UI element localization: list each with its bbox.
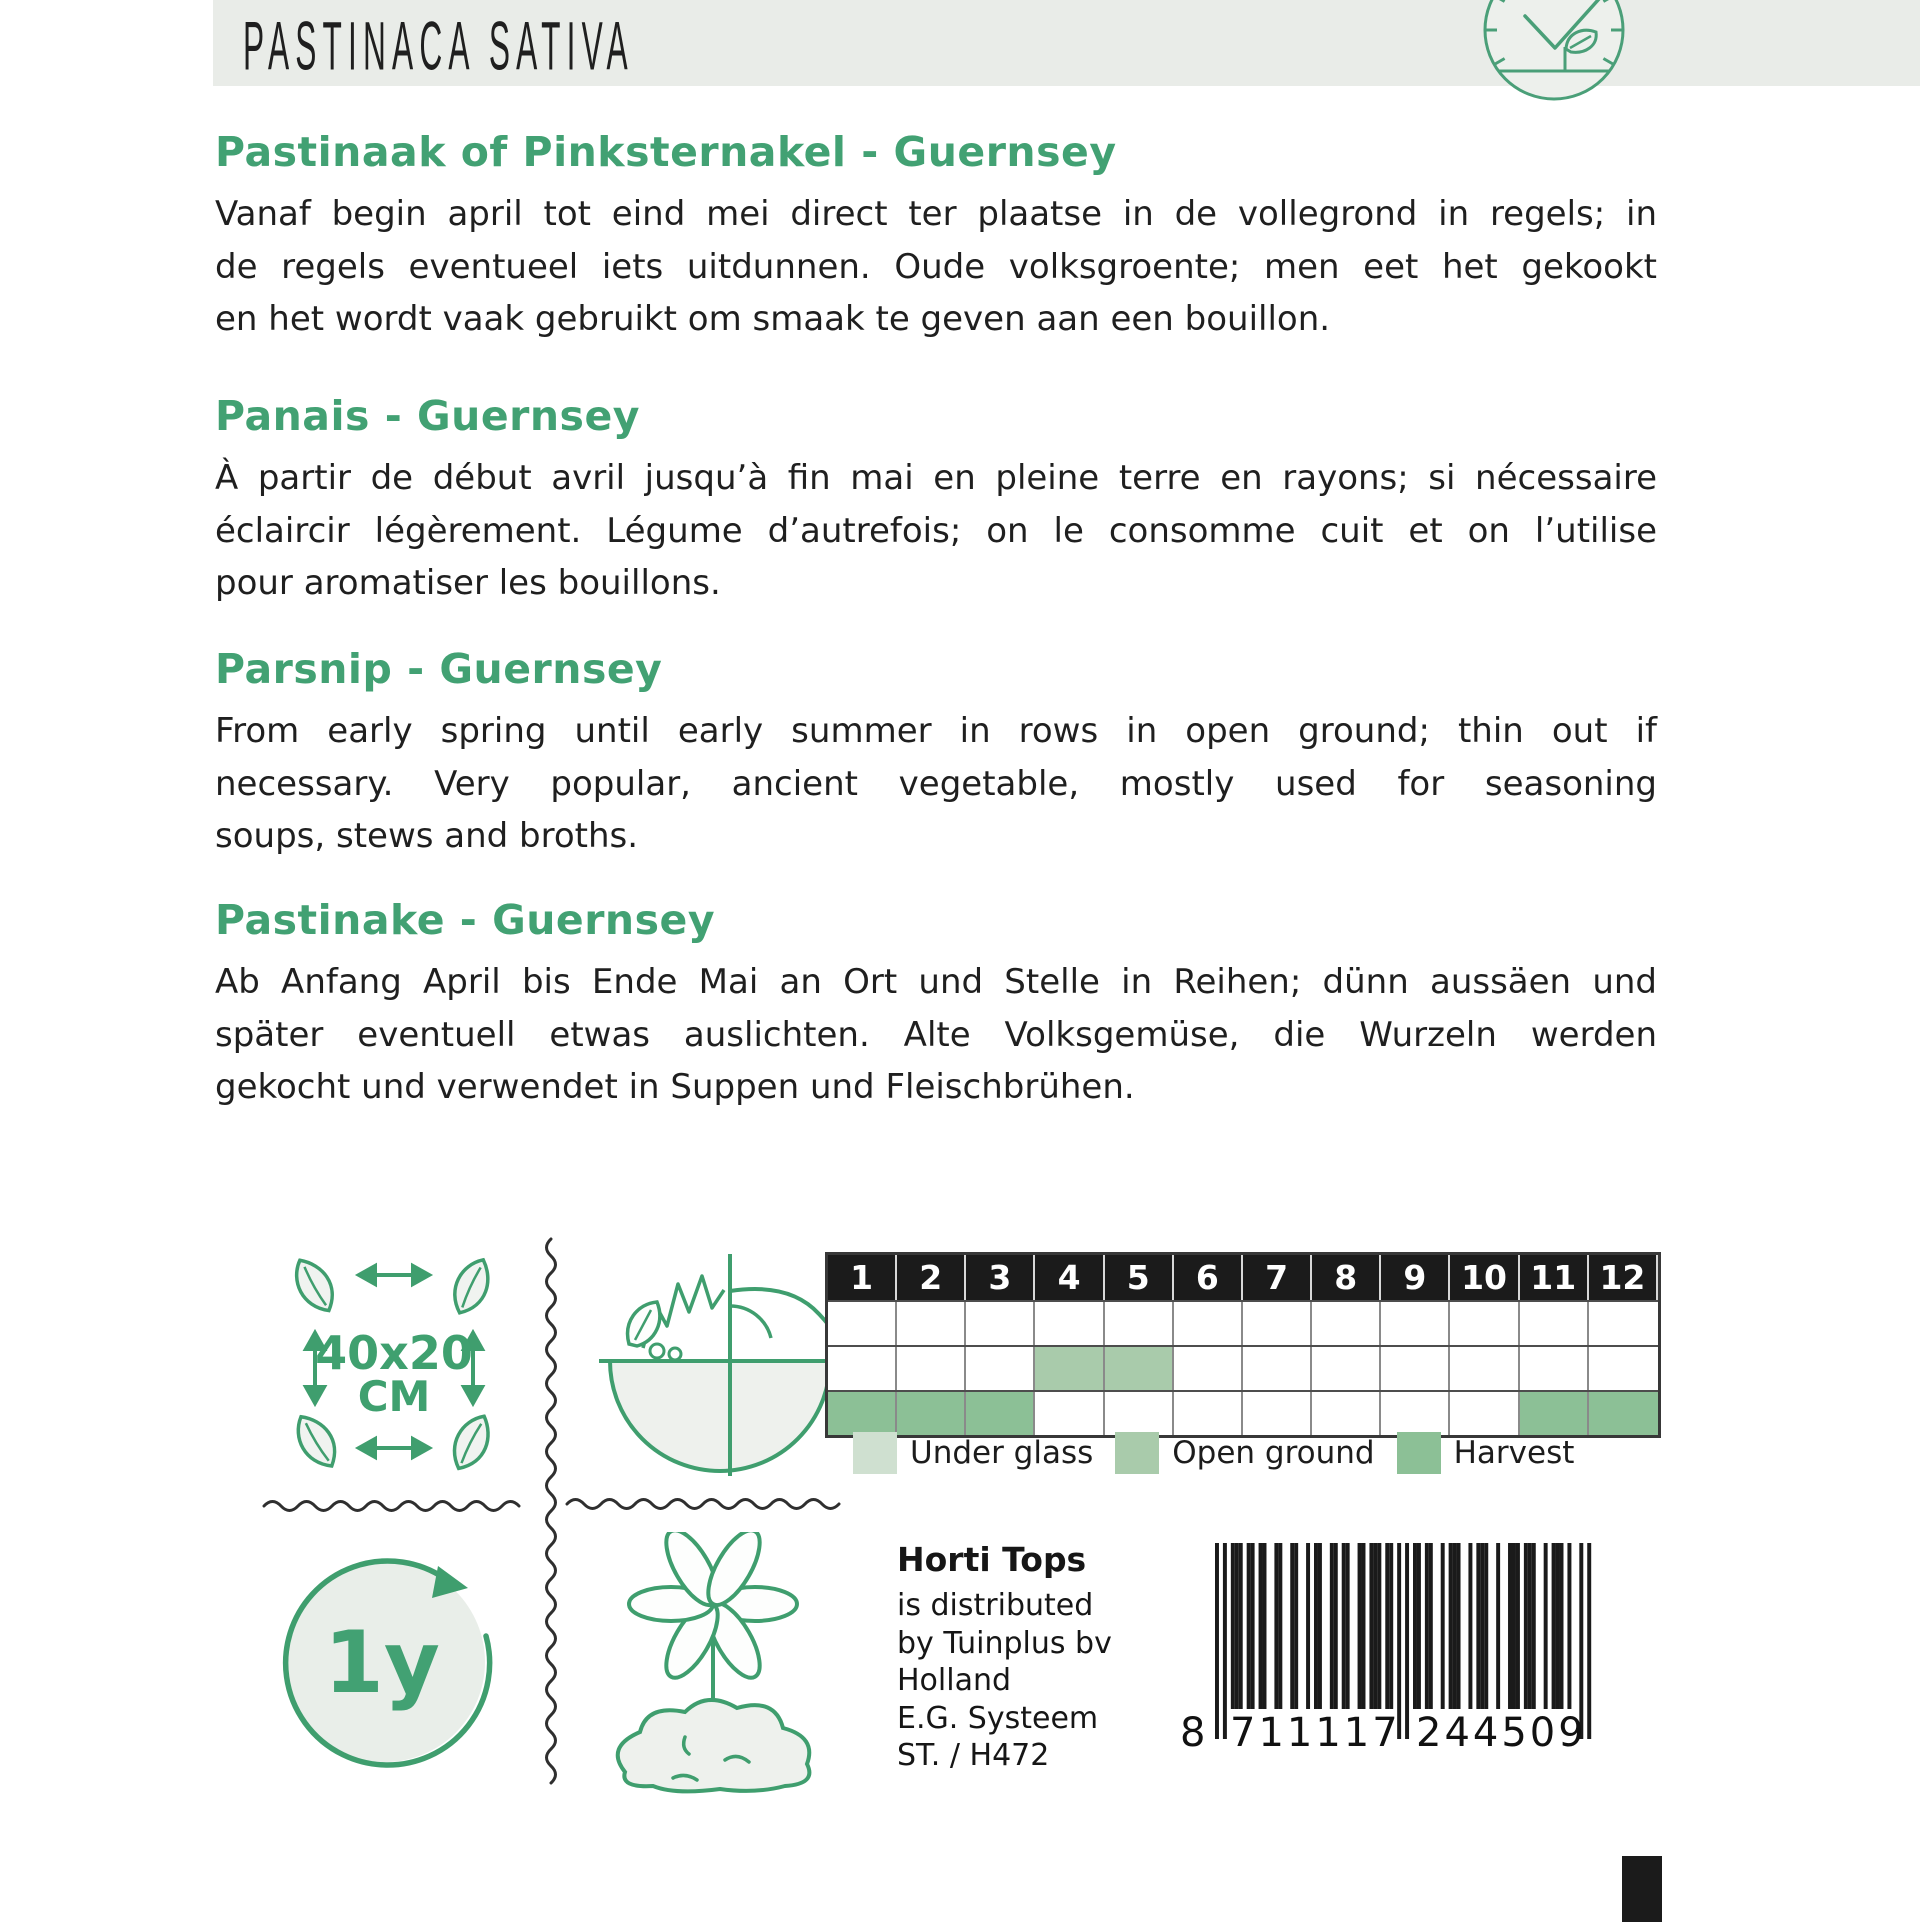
calendar-cell [1035, 1302, 1104, 1345]
calendar-cell [828, 1302, 897, 1345]
print-registration-mark [1622, 1856, 1662, 1922]
calendar-month-label: 10 [1450, 1255, 1519, 1300]
section-heading: Panais - Guernsey [215, 392, 640, 440]
calendar-month-label: 3 [966, 1255, 1035, 1300]
calendar-cell [828, 1347, 897, 1390]
calendar-month-label: 6 [1174, 1255, 1243, 1300]
calendar-month-label: 7 [1243, 1255, 1312, 1300]
divider-squiggle-horizontal [262, 1498, 534, 1514]
calendar-cell [1589, 1392, 1658, 1435]
legend-label: Harvest [1453, 1435, 1575, 1471]
calendar-month-label: 5 [1105, 1255, 1174, 1300]
calendar-month-label: 1 [828, 1255, 897, 1300]
calendar-cell [828, 1392, 897, 1435]
section-text-line: À partir de début avril jusqu’à fin mai en pleine terre en rayons; si nécessaire [215, 458, 1657, 498]
legend-label: Open ground [1172, 1435, 1375, 1471]
calendar-cell [1312, 1302, 1381, 1345]
calendar-cell [1105, 1392, 1174, 1435]
legend-label: Under glass [910, 1435, 1094, 1471]
legend-swatch [1397, 1432, 1441, 1474]
distributor-line: E.G. Systeem [897, 1700, 1099, 1736]
calendar-cell [1105, 1347, 1174, 1390]
calendar-cell [1589, 1302, 1658, 1345]
sowing-calendar-table [825, 1252, 1661, 1438]
distributor-line: ST. / H472 [897, 1738, 1050, 1773]
calendar-cell [897, 1302, 966, 1345]
section-text-line: pour aromatiser les bouillons. [215, 563, 721, 603]
distributor-line: by Tuinplus bv [897, 1625, 1112, 1661]
header-band [213, 0, 1920, 86]
calendar-cell [1450, 1347, 1519, 1390]
calendar-cell [1243, 1347, 1312, 1390]
distributor-name: Horti Tops [897, 1540, 1087, 1579]
calendar-cell [1035, 1347, 1104, 1390]
calendar-cell [1174, 1347, 1243, 1390]
calendar-month-label: 11 [1520, 1255, 1589, 1300]
calendar-legend [853, 1432, 1596, 1474]
divider-squiggle-horizontal [565, 1496, 841, 1512]
divider-squiggle-vertical [543, 1237, 559, 1797]
calendar-cell [1105, 1302, 1174, 1345]
spacing-value-label: 40x20 [315, 1326, 473, 1380]
calendar-cell [1035, 1392, 1104, 1435]
flower-soil-icon [585, 1532, 855, 1802]
calendar-month-label: 12 [1589, 1255, 1658, 1300]
section-heading: Parsnip - Guernsey [215, 645, 663, 693]
calendar-cell [897, 1347, 966, 1390]
section-text-line: gekocht und verwendet in Suppen und Fleischbrühen. [215, 1067, 1135, 1107]
sowing-clock-leaf-icon [1479, 0, 1629, 106]
legend-swatch [1115, 1432, 1159, 1474]
section-fr [215, 392, 1657, 610]
calendar-cell [1381, 1392, 1450, 1435]
section-nl [215, 128, 1657, 346]
calendar-cell [1520, 1347, 1589, 1390]
barcode-digits-left: 711117 [1230, 1710, 1401, 1756]
calendar-cell [1450, 1302, 1519, 1345]
calendar-cell [897, 1392, 966, 1435]
calendar-cell [1450, 1392, 1519, 1435]
calendar-row-harvest [828, 1390, 1658, 1435]
section-text-line: necessary. Very popular, ancient vegetable, mostly used for seasoning [215, 763, 1657, 804]
annual-cycle-icon [250, 1530, 510, 1790]
section-text-line: From early spring until early summer in rows in open ground; thin out if [215, 711, 1657, 751]
calendar-cell [1520, 1302, 1589, 1345]
distributor-line: is distributed [897, 1588, 1094, 1623]
calendar-month-header [828, 1255, 1658, 1300]
calendar-cell [1174, 1302, 1243, 1345]
calendar-cell [966, 1302, 1035, 1345]
section-de [215, 896, 1657, 1114]
section-heading: Pastinaak of Pinksternakel - Guernsey [215, 128, 1117, 176]
distributor-line: Holland [897, 1663, 1012, 1698]
calendar-cell [1243, 1392, 1312, 1435]
spacing-unit-label: CM [357, 1372, 431, 1421]
calendar-month-label: 2 [897, 1255, 966, 1300]
distributor-lines [897, 1587, 1112, 1775]
legend-swatch [853, 1432, 897, 1474]
section-heading: Pastinake - Guernsey [215, 896, 716, 944]
barcode-digits-right: 244509 [1416, 1710, 1587, 1756]
section-text-line: en het wordt vaak gebruikt om smaak te geven aan een bouillon. [215, 299, 1331, 339]
calendar-cell [966, 1392, 1035, 1435]
distributor-info [897, 1540, 1112, 1775]
calendar-cell [1589, 1347, 1658, 1390]
calendar-month-label: 4 [1035, 1255, 1104, 1300]
latin-name-title: PASTINACA SATIVA [243, 7, 634, 85]
section-en [215, 645, 1657, 863]
calendar-cell [1312, 1347, 1381, 1390]
section-text-line: de regels eventueel iets uitdunnen. Oude volksgroente; men eet het gekookt [215, 246, 1657, 287]
section-text-line: später eventuell etwas auslichten. Alte Volksgemüse, die Wurzeln werden [215, 1014, 1657, 1055]
calendar-cell [1243, 1302, 1312, 1345]
section-text-line: soups, stews and broths. [215, 816, 639, 856]
calendar-row-open-ground [828, 1345, 1658, 1390]
ean-barcode [1178, 1543, 1608, 1773]
calendar-month-label: 8 [1312, 1255, 1381, 1300]
section-text-line: Vanaf begin april tot eind mei direct ter plaatse in de vollegrond in regels; in [215, 194, 1657, 234]
section-text-line: Ab Anfang April bis Ende Mai an Ort und Stelle in Reihen; dünn aussäen und [215, 962, 1657, 1002]
calendar-cell [1312, 1392, 1381, 1435]
calendar-cell [1520, 1392, 1589, 1435]
calendar-month-label: 9 [1381, 1255, 1450, 1300]
section-text-line: éclaircir légèrement. Légume d’autrefois; on le consomme cuit et on l’utilise [215, 510, 1657, 551]
calendar-cell [1174, 1392, 1243, 1435]
calendar-cell [1381, 1302, 1450, 1345]
calendar-row-under-glass [828, 1300, 1658, 1345]
cycle-duration-label: 1y [324, 1613, 440, 1713]
calendar-cell [966, 1347, 1035, 1390]
plant-spacing-icon [255, 1243, 535, 1493]
barcode-digit-first: 8 [1180, 1710, 1209, 1756]
calendar-cell [1381, 1347, 1450, 1390]
